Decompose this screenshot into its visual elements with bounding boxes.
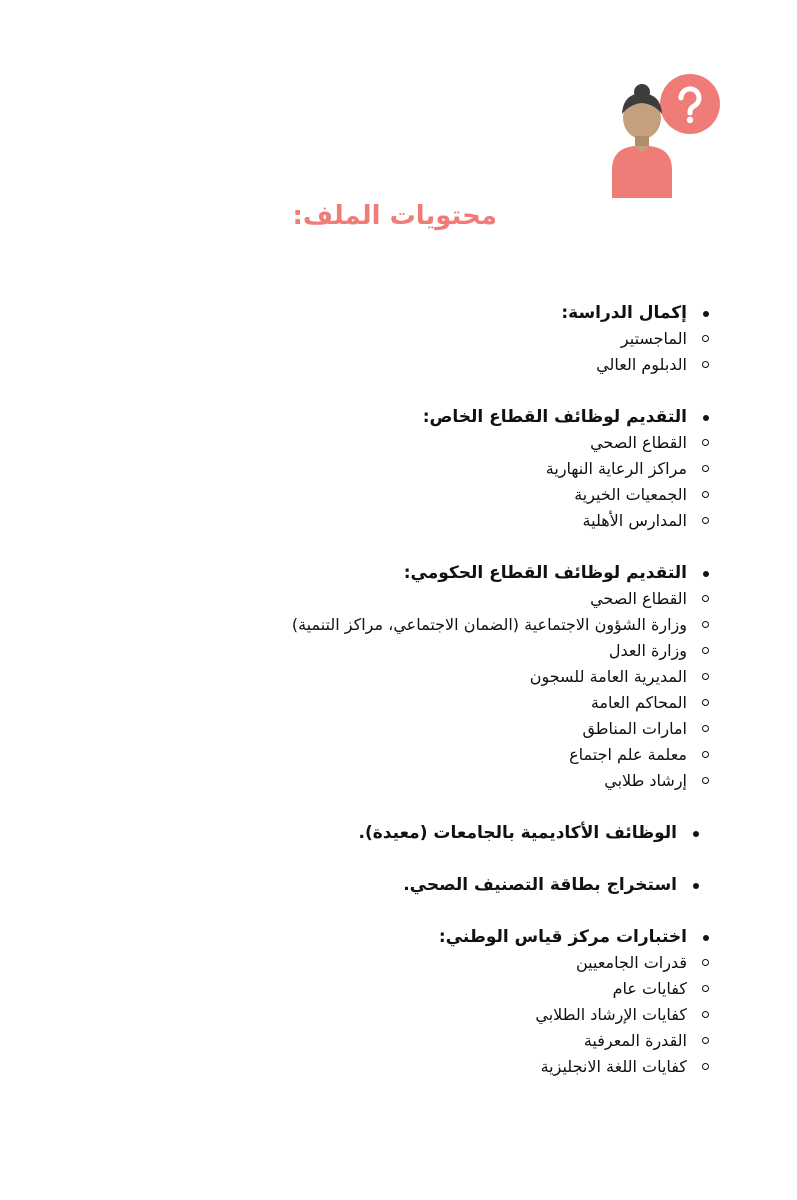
list-item: وزارة العدل [0, 638, 687, 664]
list-item: معلمة علم اجتماع [0, 742, 687, 768]
list-item: المحاكم العامة [0, 690, 687, 716]
list-item: كفايات الإرشاد الطلابي [0, 1002, 687, 1028]
list-item: وزارة الشؤون الاجتماعية (الضمان الاجتماعي، مراكز التنمية) [0, 612, 687, 638]
list-item: القدرة المعرفية [0, 1028, 687, 1054]
list-item: القطاع الصحي [0, 586, 687, 612]
section-heading: الوظائف الأكاديمية بالجامعات (معيدة). [0, 820, 677, 846]
sub-list [0, 586, 687, 794]
section-heading: التقديم لوظائف القطاع الخاص: [0, 404, 687, 430]
section-private-sector [0, 404, 797, 534]
list-item: كفايات عام [0, 976, 687, 1002]
section-heading: استخراج بطاقة التصنيف الصحي. [0, 872, 677, 898]
list-item: الدبلوم العالي [0, 352, 687, 378]
list-item: امارات المناطق [0, 716, 687, 742]
list-item: المدارس الأهلية [0, 508, 687, 534]
section-academic-jobs [0, 820, 797, 846]
section-government-sector [0, 560, 797, 794]
sub-list [0, 950, 687, 1080]
list-item: قدرات الجامعيين [0, 950, 687, 976]
list-item: القطاع الصحي [0, 430, 687, 456]
list-item: الماجستير [0, 326, 687, 352]
list-item: الجمعيات الخيرية [0, 482, 687, 508]
section-heading: التقديم لوظائف القطاع الحكومي: [0, 560, 687, 586]
list-item: إرشاد طلابي [0, 768, 687, 794]
list-item: المديرية العامة للسجون [0, 664, 687, 690]
section-heading: إكمال الدراسة: [0, 300, 687, 326]
list-item: كفايات اللغة الانجليزية [0, 1054, 687, 1080]
section-heading: اختبارات مركز قياس الوطني: [0, 924, 687, 950]
section-qiyas-tests [0, 924, 797, 1080]
section-health-classification [0, 872, 797, 898]
sub-list [0, 326, 687, 378]
section-complete-study [0, 300, 797, 378]
document-title: محتويات الملف: [292, 201, 497, 231]
sub-list [0, 430, 687, 534]
woman-with-question-mark-icon [602, 74, 726, 198]
list-item: مراكز الرعاية النهارية [0, 456, 687, 482]
contents-list [0, 300, 797, 1080]
